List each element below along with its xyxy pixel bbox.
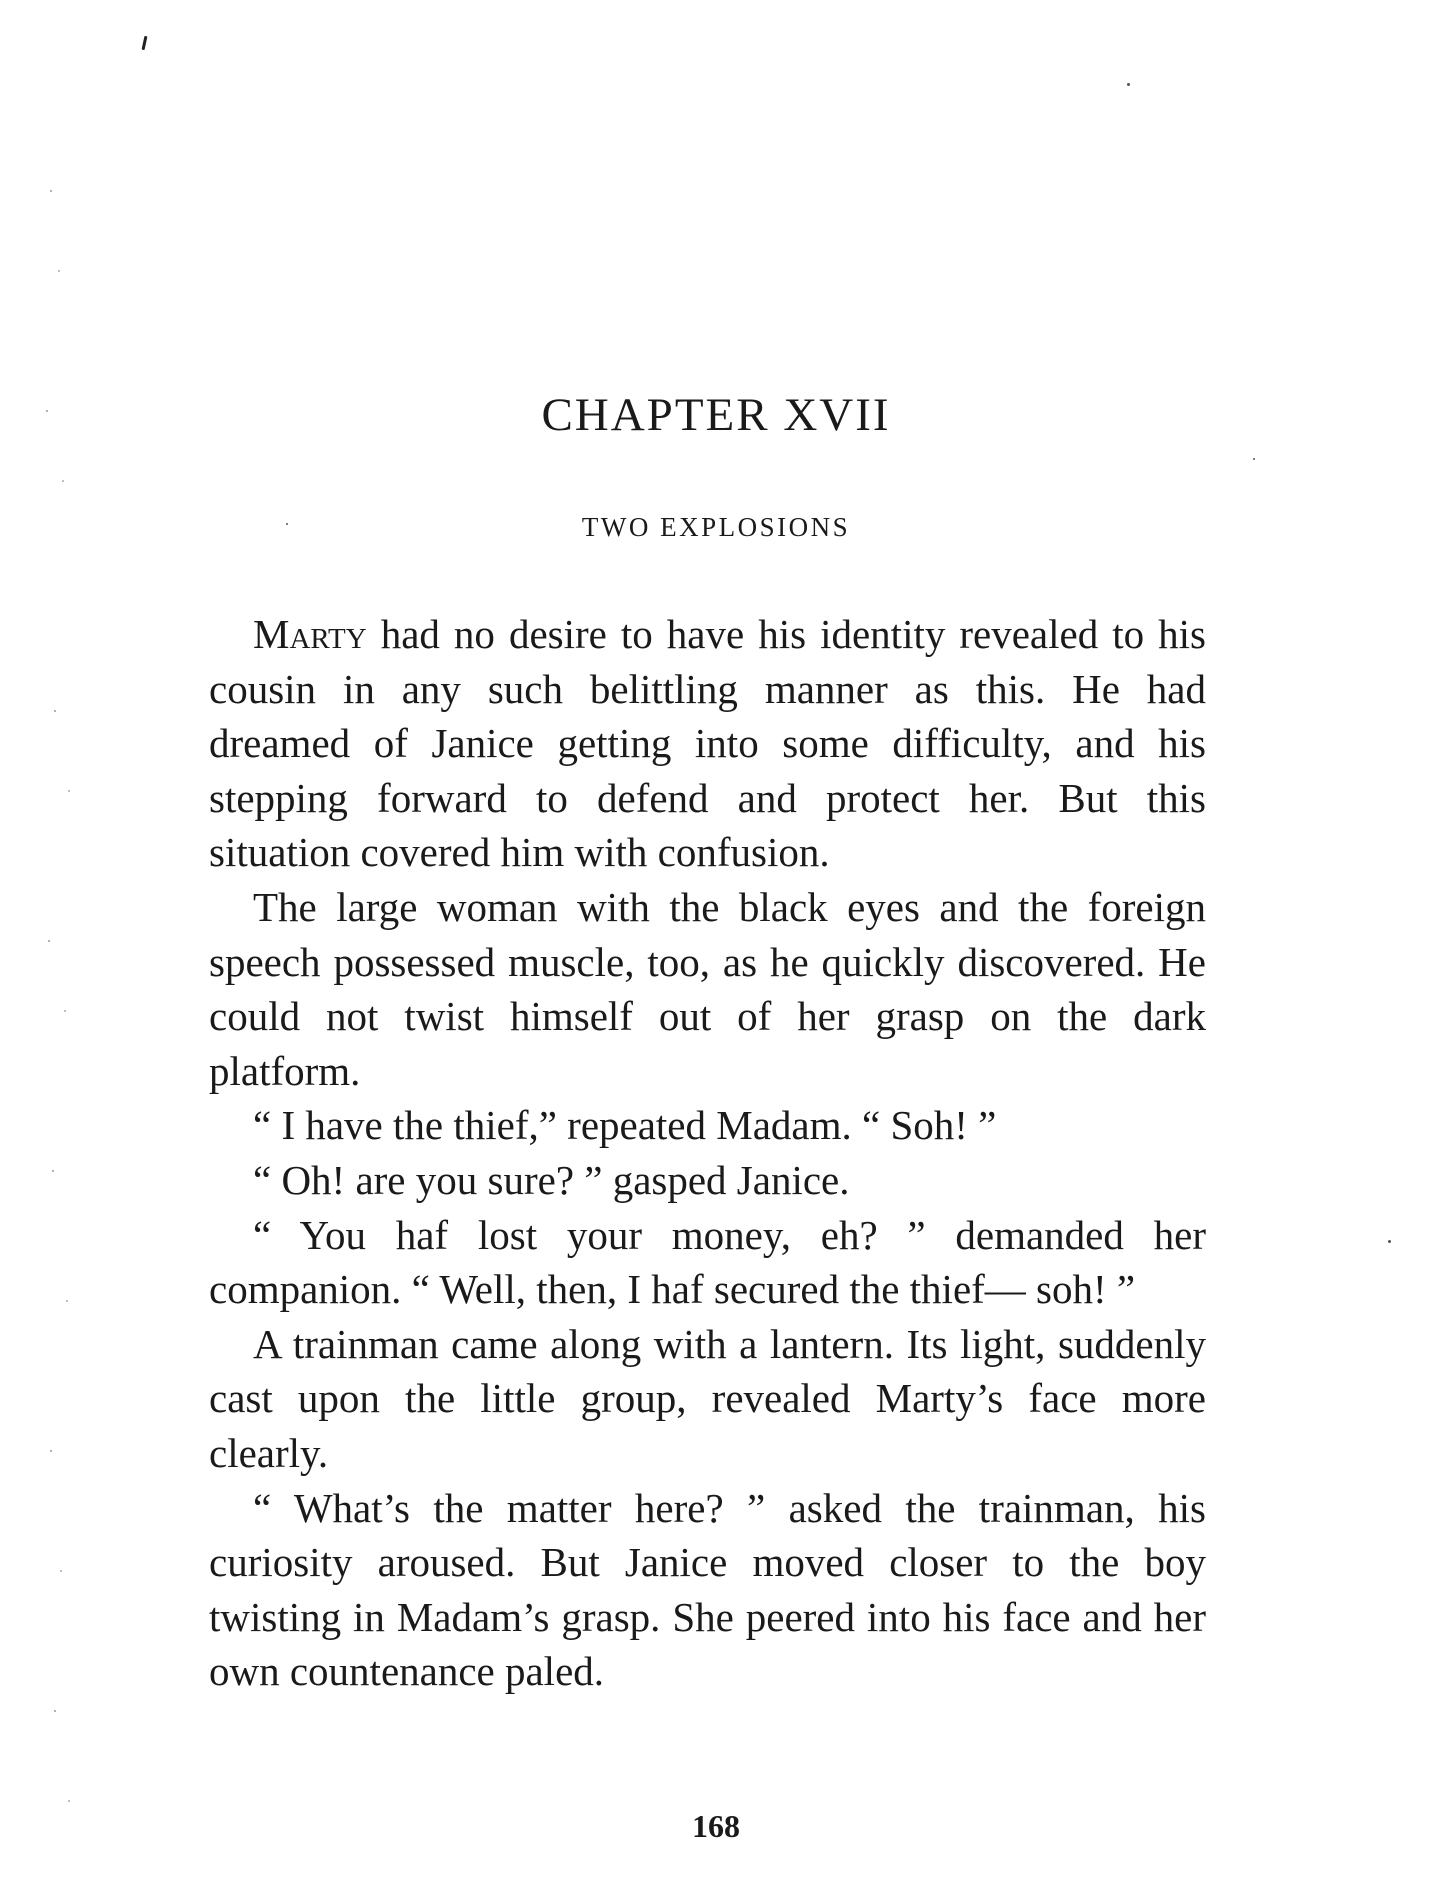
paragraph-lead: Marty xyxy=(253,611,367,657)
paragraph xyxy=(209,607,1206,880)
page-number: 168 xyxy=(692,1808,740,1844)
body-text xyxy=(209,607,1206,1699)
paragraph-text: had no desire to have his identity revealed to his cousin in any such belittling manner as this. He had dreamed of Janice getting into some difficulty, and his stepping forward to defend and protect her. But this situation covered him with confusion. xyxy=(209,611,1206,876)
scan-speck xyxy=(1127,83,1130,86)
chapter-title: TWO EXPLOSIONS xyxy=(581,512,851,542)
paragraph xyxy=(209,1481,1206,1699)
paragraph xyxy=(209,880,1206,1098)
paragraph xyxy=(209,1317,1206,1481)
paragraph-text: A trainman came along with a lantern. Its light, suddenly cast upon the little group, revealed Marty’s face more clearly. xyxy=(209,1320,1206,1476)
paragraph xyxy=(209,1208,1206,1317)
scan-speck xyxy=(1388,1240,1391,1243)
paragraph xyxy=(209,1098,1206,1153)
paragraph-text: “ You haf lost your money, eh? ” demanded her companion. “ Well, then, I haf secured the thief— soh! ” xyxy=(209,1211,1206,1313)
paragraph-text: “ Oh! are you sure? ” gasped Janice. xyxy=(253,1156,850,1203)
scan-speck xyxy=(1253,458,1255,460)
paragraph-text: “ What’s the matter here? ” asked the trainman, his curiosity aroused. But Janice moved closer to the boy twisting in Madam’s grasp. She peered into his face and her own countenance paled. xyxy=(209,1484,1206,1695)
paragraph-text: The large woman with the black eyes and the foreign speech possessed muscle, too, as he quickly discovered. He could not twist himself out of her grasp on the dark platform. xyxy=(209,883,1206,1094)
paragraph-text: “ I have the thief,” repeated Madam. “ Soh! ” xyxy=(253,1102,997,1149)
paragraph xyxy=(209,1153,1206,1208)
scan-mark xyxy=(142,36,148,50)
chapter-heading: CHAPTER XVII xyxy=(541,389,891,441)
